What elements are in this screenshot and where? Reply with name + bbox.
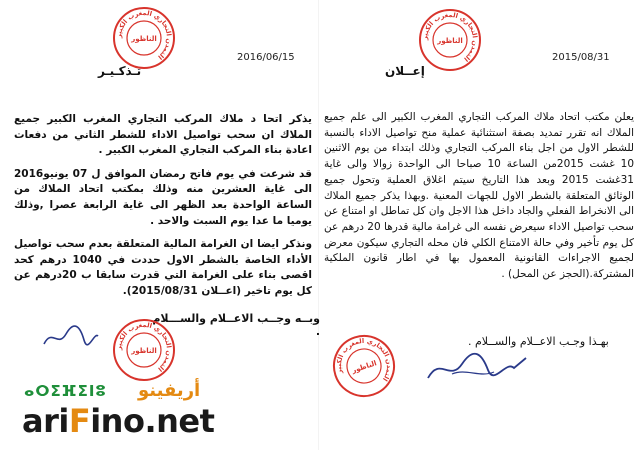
signature-icon [422, 348, 532, 388]
logo-arabic-text: أريفينو [138, 380, 201, 401]
logo-prefix: ari [22, 402, 69, 440]
document-body [324, 110, 634, 291]
document-date: 2015/08/31 [552, 52, 610, 63]
logo-suffix: ino.net [90, 402, 215, 440]
company-stamp-icon [418, 8, 482, 72]
paragraph: يذكر اتحا د ملاك المركب التجاري المغرب الكبير جميع الملاك ان سحب تواصيل الاداء للشطر الثاني من دفعات اعادة بناء المركب التجاري المغرب الكبير . [14, 113, 312, 157]
signature-icon [40, 322, 100, 352]
company-stamp-icon [324, 326, 405, 407]
logo-latin-text [22, 402, 214, 440]
closing-line: بهـذا وجـب الاعــلام والســلام . [468, 335, 609, 348]
company-stamp-icon [112, 318, 176, 382]
stamp-center-text: الناظور [131, 35, 157, 43]
logo-tifinagh-text: ⴰⵔⵉⴼⵉⵏⵓ [24, 382, 107, 400]
stamp-ring-text: التمدن التجاري المغرب الكبير [114, 320, 174, 374]
company-stamp-icon [112, 6, 176, 70]
document-heading: تـذكـيـر [98, 64, 142, 78]
paragraph: ونذكر ايضا ان الغرامة المالية المتعلقة بعدم سحب تواصيل الأداء الخاصة بالشطر الاول حددت في 1040 درهم كحد اقصى بناء على الغرامة التي قدرت سابقا ب 20درهم عن كل يوم تاخير (اعــلان 2015/08/31). [14, 238, 313, 297]
stamp-ring-text: التمدن التجاري المغرب الكبير [420, 10, 480, 64]
announcement-document [320, 0, 640, 450]
stamp-ring-text: التمدن التجاري المغرب الكبير [334, 336, 394, 383]
paragraph: يعلن مكتب اتحاد ملاك المركب التجاري المغرب الكبير الى علم جميع الملاك انه تقرر تمديد بصفة استثنائية عملية منح تواصيل الاداء بالنسبة للشطر الاول من اجل بناء المركب التجاري وذلك ابتداء من يوم الاثنين 10 غشت 2015من الساعة 10 صباحا الى الواحدة زوالا والى غاية 31غشت 2015 وبعد هذا التاريخ سيتم اغلاق العملية وتحول جميع الوثائق المتعلقة بالشطر الاول للجهات المعنية .وبهذا يذكر جميع الملاك الى الانخراط الفعلي والجاد داخل هذا الاجل وان كل تماطل او امتناع عن سحب تواصيل الاداء سيعرض نفسه الى غرامة مالية قدرها 20 درهم عن كل يوم تأخير وفي حالة الامتناع الكلي فان محله التجاري سيكون معرض لجميع الاجراءات القانونية المعمول بها في اطار قانون الملكية المشتركة.(الحجز عن المحل) . [324, 111, 635, 281]
stamp-center-text: الناظور [350, 359, 378, 375]
stamp-center-text: الناظور [437, 37, 463, 45]
document-body [14, 112, 312, 308]
site-watermark-logo [20, 380, 320, 450]
stamp-center-text: الناظور [131, 347, 157, 355]
logo-accent: F [68, 402, 91, 440]
document-heading: إعــلان [385, 64, 425, 78]
stamp-ring-text: التمدن التجاري المغرب الكبير [114, 8, 174, 62]
document-date: 2016/06/15 [237, 52, 295, 63]
closing-line: وبــه وجــب الاعــلام والســـلام . [152, 312, 320, 338]
paragraph: قد شرعت في يوم فاتح رمضان الموافق ل 07 يونيو2016 الى غاية العشرين منه وذلك بمكتب اتحاد الملاك من الساعة الواحدة بعد الظهر الى غاية الرابعة عصرا ,وذلك يوميا ما عدا يوم السبت والاحد . [14, 167, 313, 227]
